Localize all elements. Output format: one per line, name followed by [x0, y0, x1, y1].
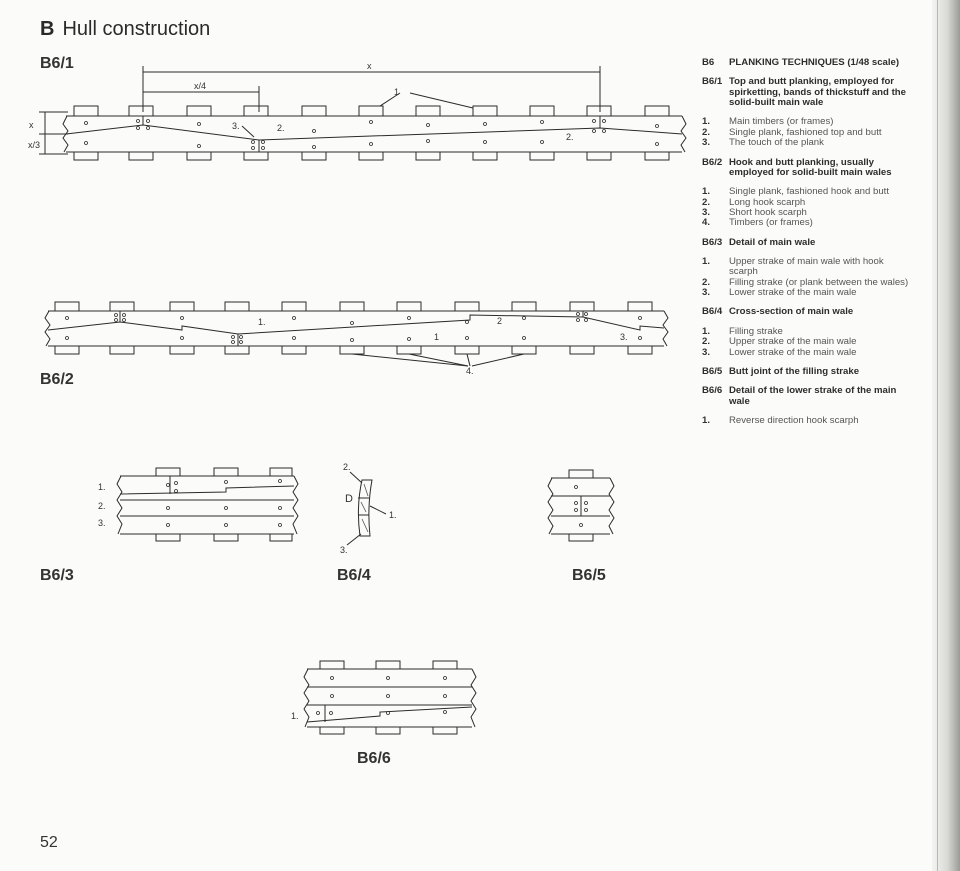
legend-code: B6/3	[702, 236, 723, 248]
legend-heading-text: Detail of main wale	[729, 236, 816, 248]
legend-item-text: Main timbers (or frames)	[729, 116, 834, 128]
b62-treenails	[66, 313, 642, 344]
b62-callout-1b: 1	[434, 332, 440, 342]
section-title-text: Hull construction	[62, 18, 211, 40]
b61-callout-1: 1	[394, 87, 400, 97]
b62-callout-1a: 1.	[258, 317, 266, 327]
legend-code: B6/1	[702, 76, 723, 88]
legend-item	[702, 337, 912, 347]
b61-callout-2: 2.	[277, 123, 285, 133]
figure-label-b6-4: B6/4	[337, 567, 371, 584]
legend-heading-b6-5	[702, 367, 912, 377]
legend-item-text: Upper strake of the main wale	[729, 336, 857, 348]
b64-callout-d: D	[345, 493, 353, 505]
figure-b6-4-drawing	[340, 462, 397, 555]
legend-item-text: Short hook scarph	[729, 206, 807, 218]
legend-heading-text: Hook and butt planking, usually employed for solid-built main wales	[729, 156, 892, 178]
figure-label-b6-6: B6/6	[357, 750, 391, 767]
legend-code: B6/5	[702, 365, 723, 377]
b64-callout-3: 3.	[340, 545, 348, 555]
figure-label-b6-1: B6/1	[40, 55, 74, 72]
legend-heading-b6-2	[702, 158, 912, 179]
legend-heading-b6-4	[702, 307, 912, 317]
b63-callout-3: 3.	[98, 518, 106, 528]
legend-item-text: Filling strake	[729, 325, 783, 337]
legend-item-text: Single plank, fashioned hook and butt	[729, 186, 890, 198]
legend-item-number: 3.	[702, 206, 711, 218]
legend-list-b6-3	[702, 257, 912, 298]
b61-dim-third: x/3	[28, 140, 41, 150]
b61-callout-3: 3.	[232, 121, 240, 131]
page-number: 52	[40, 834, 58, 851]
legend-code: B6/4	[702, 306, 723, 318]
legend-heading-text: Top and butt planking, employed for spirketting, bands of thickstuff and the solid-built main wale	[729, 76, 906, 109]
b61-dim-depth: x	[29, 120, 34, 130]
legend-item-number: 3.	[702, 137, 711, 149]
legend-item-text: Upper strake of main wale with hook scarph	[729, 256, 884, 278]
legend-item-number: 2.	[702, 196, 711, 208]
legend-item	[702, 218, 912, 228]
b64-callout-1: 1.	[389, 510, 397, 520]
b63-timbers	[156, 468, 292, 541]
legend-heading-b6-3	[702, 238, 912, 248]
legend	[702, 58, 912, 435]
figure-b6-6-drawing	[291, 661, 476, 734]
b61-dim-x: x	[367, 61, 372, 71]
legend-item	[702, 416, 912, 426]
figure-label-b6-5: B6/5	[572, 567, 606, 584]
b62-callout-3: 3.	[620, 332, 628, 342]
legend-item-text: Lower strake of the main wale	[729, 287, 857, 299]
b66-callout-1: 1.	[291, 711, 299, 721]
legend-item-text: The touch of the plank	[729, 137, 824, 149]
legend-item-text: Timbers (or frames)	[729, 217, 813, 229]
legend-item-text: Single plank, fashioned top and butt	[729, 126, 882, 138]
figure-b6-5-drawing	[548, 470, 614, 541]
legend-item-text: Long hook scarph	[729, 196, 806, 208]
legend-heading-text: Butt joint of the filling strake	[729, 365, 860, 377]
legend-item-number: 1.	[702, 256, 711, 268]
legend-item-number: 2.	[702, 276, 711, 288]
legend-item-number: 4.	[702, 217, 711, 229]
legend-item-number: 1.	[702, 186, 711, 198]
legend-item	[702, 288, 912, 298]
b63-callout-2: 2.	[98, 501, 106, 511]
b64-callout-2: 2.	[343, 462, 351, 472]
legend-item-number: 2.	[702, 336, 711, 348]
legend-code: B6	[702, 57, 715, 68]
legend-heading-text: Cross-section of main wale	[729, 306, 854, 318]
legend-list-b6-2	[702, 187, 912, 228]
legend-heading-text: PLANKING TECHNIQUES (1/48 scale)	[729, 57, 900, 68]
section-letter: B	[40, 18, 55, 40]
legend-item-number: 3.	[702, 346, 711, 358]
figure-label-b6-2: B6/2	[40, 371, 74, 388]
legend-item-number: 1.	[702, 325, 711, 337]
legend-item-number: 1.	[702, 116, 711, 128]
b62-callout-2: 2	[497, 316, 503, 326]
b61-callout-2b: 2.	[566, 132, 574, 142]
legend-item	[702, 257, 912, 278]
figure-b6-3-drawing	[98, 468, 298, 541]
figure-b6-1-drawing	[28, 61, 686, 160]
legend-item-number: 3.	[702, 287, 711, 299]
legend-item	[702, 348, 912, 358]
legend-item-text: Reverse direction hook scarph	[729, 414, 859, 426]
legend-list-b6-6	[702, 416, 912, 426]
legend-item-number: 1.	[702, 414, 711, 426]
legend-heading-b6-6	[702, 386, 912, 407]
legend-item-number: 2.	[702, 126, 711, 138]
legend-item	[702, 138, 912, 148]
legend-heading-b6-1	[702, 77, 912, 108]
figure-label-b6-3: B6/3	[40, 567, 74, 584]
legend-list-b6-1	[702, 117, 912, 148]
legend-item-text: Filling strake (or plank between the wales)	[729, 276, 909, 288]
figure-b6-2-drawing	[45, 302, 668, 376]
legend-heading-b6	[702, 58, 912, 68]
legend-item-text: Lower strake of the main wale	[729, 346, 857, 358]
legend-code: B6/2	[702, 156, 723, 168]
b63-callout-1: 1.	[98, 482, 106, 492]
legend-list-b6-4	[702, 327, 912, 358]
b62-callout-4: 4.	[466, 366, 474, 376]
legend-heading-text: Detail of the lower strake of the main wale	[729, 385, 897, 407]
legend-code: B6/6	[702, 385, 723, 397]
b61-dim-quarter: x/4	[194, 81, 207, 91]
